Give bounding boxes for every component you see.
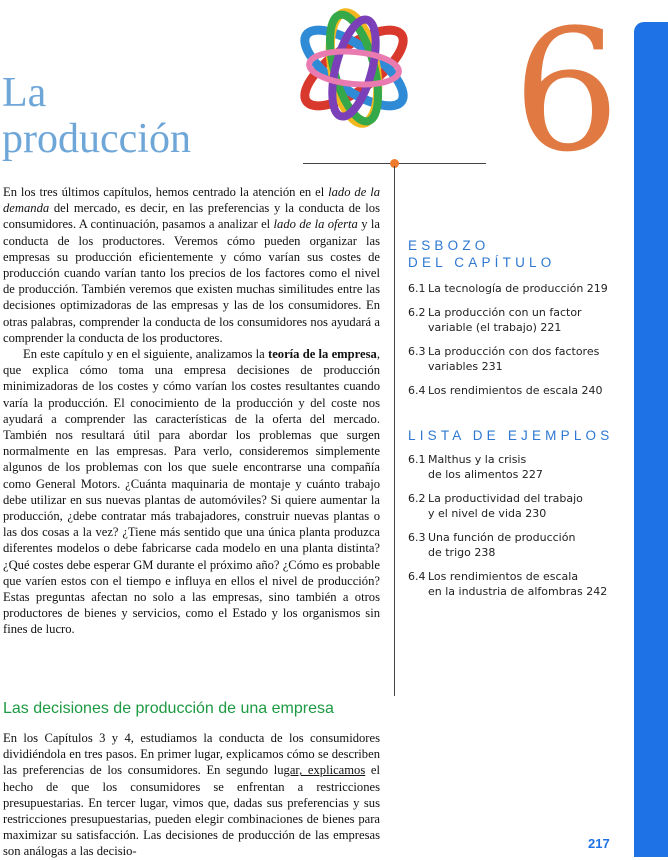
example-item[interactable]: 6.1 Malthus y la crisis de los alimentos 227: [408, 453, 543, 481]
section-paragraph: En los Capítulos 3 y 4, estudiamos la conducta de los consumidores dividiéndola en tres pasos. En primer lugar, explicamos cómo se describen las preferencias de los consumidores. En segundo lugar, explicamos el hecho de que los consumidores se enfrentan a restricciones presupuestarias. En tercer lugar, vimos que, dadas sus preferencias y sus restricciones presupuestarias, pueden elegir combinaciones de bienes para maximizar su satisfacción. Las decisiones de producción de las empresas son análogas a las decisio-: [3, 731, 380, 859]
blue-sidebar-tab: [634, 22, 668, 857]
outline-item[interactable]: 6.3 La producción con dos factores variables 231: [408, 345, 600, 373]
chapter-title: [2, 70, 191, 162]
outline-heading: ESBOZO DEL CAPÍTULO: [408, 238, 556, 270]
example-item[interactable]: 6.3 Una función de producción de trigo 238: [408, 531, 576, 559]
intro-paragraph-2: En este capítulo y en el siguiente, analizamos la teoría de la empresa, que explica cómo toma una empresa decisiones de producción minimizadoras de los costes y cómo varían los costes resultantes cuando varía la producción. El conocimiento de la producción y del coste nos ayudará a comprender las características de la oferta del mercado. También nos resultará útil para abordar los problemas que surgen normalmente en las empresas. Para verlo, consideremos simplemente algunos de los problemas con los que suele encontrarse una compañía como General Motors. ¿Cuánta maquinaria de montaje y cuánto trabajo debe utilizar en sus nuevas plantas de automóviles? Si quiere aumentar la producción, ¿debe contratar más trabajadores, construir nuevas plantas o las dos cosas a la vez? ¿Tiene más sentido que una única planta produzca diferentes modelos o debe fabricarse cada modelo en una planta distinta? ¿Qué costes debe esperar GM durante el próximo año? ¿Cómo es probable que varíen estos con el tiempo e influya en ellos el nivel de producción? Estas preguntas afectan no solo a las empresas, sino también a otros productores de bienes y servicios, como el Estado y los organismos sin fines de lucro.: [3, 347, 380, 637]
interlocking-rings-logo: [292, 0, 422, 150]
section-body-text: [3, 730, 380, 860]
chapter-number: 6: [513, 0, 620, 189]
examples-list: [408, 452, 633, 608]
vertical-divider: [394, 166, 395, 696]
intro-paragraph-1: En los tres últimos capítulos, hemos centrado la atención en el lado de la demanda del mercado, es decir, en las preferencias y la conducta de los consumidores. A continuación, pasamos a analizar el lado de la oferta y la conducta de los productores. Veremos cómo pueden organizar las empresas su producción eficientemente y cómo varían sus costes de producción cuando varían tanto los precios de los factores como el nivel de producción. También veremos que existen muchas similitudes entre las decisiones optimizadoras de las empresas y las de los consumidores. En otras palabras, comprender la conducta de los consumidores nos ayudará a comprender la conducta de los productores.: [3, 185, 380, 345]
chapter-title-line2: producción: [2, 116, 191, 162]
examples-heading: LISTA DE EJEMPLOS: [408, 428, 614, 443]
chapter-title-line1: La: [2, 70, 47, 116]
outline-item[interactable]: 6.2 La producción con un factor variable (el trabajo) 221: [408, 306, 582, 334]
outline-list: [408, 281, 633, 407]
outline-item[interactable]: 6.1 La tecnología de producción 219: [408, 282, 608, 295]
intro-text: [3, 184, 380, 638]
example-item[interactable]: 6.4 Los rendimientos de escala en la industria de alfombras 242: [408, 570, 608, 598]
outline-item[interactable]: 6.4 Los rendimientos de escala 240: [408, 384, 603, 397]
section-heading: Las decisiones de producción de una empresa: [3, 700, 334, 717]
page-number: 217: [588, 836, 610, 851]
example-item[interactable]: 6.2 La productividad del trabajo y el nivel de vida 230: [408, 492, 583, 520]
